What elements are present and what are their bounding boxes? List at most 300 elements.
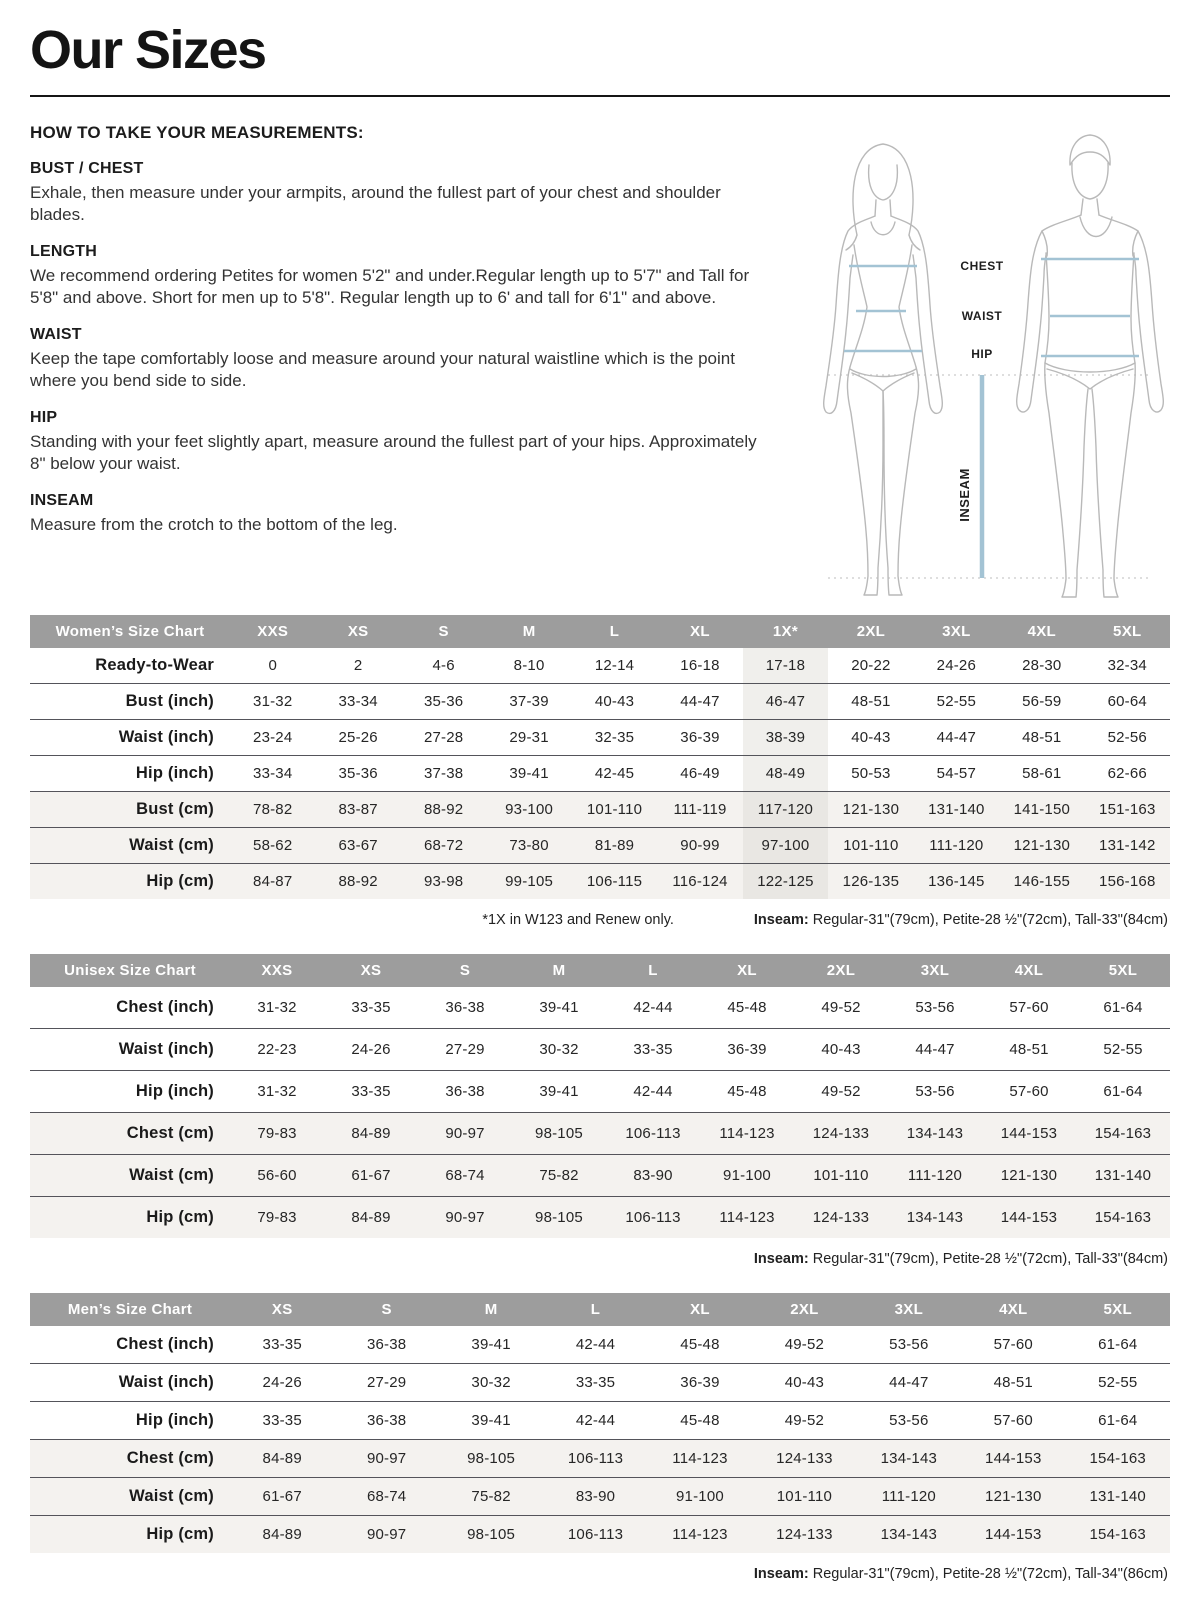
row-label: Waist (cm) (30, 827, 230, 863)
size-value-cell: 45-48 (648, 1401, 752, 1439)
size-value-cell: 42-45 (572, 755, 657, 791)
size-value-cell: 42-44 (575, 1335, 616, 1353)
table-row (30, 1363, 1170, 1401)
size-value-cell: 61-64 (1098, 1335, 1138, 1353)
size-value-cell: 124-133 (752, 1439, 856, 1477)
size-value-cell: 154-163 (1076, 1112, 1170, 1154)
size-value-cell: 28-30 (1022, 656, 1062, 674)
size-value-cell: 90-97 (418, 1196, 512, 1238)
woman-figure-outline (824, 144, 943, 595)
row-label: Chest (inch) (116, 1334, 214, 1353)
size-value-cell: 44-47 (914, 719, 999, 755)
section-length (30, 243, 775, 309)
size-value-cell: 46-49 (657, 755, 742, 791)
size-value-cell: 68-74 (334, 1477, 438, 1515)
size-column-header: XL (700, 954, 794, 987)
table-header-row (30, 1293, 1170, 1326)
size-value-cell: 73-80 (486, 827, 571, 863)
table-header-row (30, 954, 1170, 987)
size-value-cell: 78-82 (230, 791, 315, 827)
size-column-header: 5XL (1085, 615, 1170, 648)
size-value-cell: 57-60 (961, 1401, 1065, 1439)
size-value-cell: 36-38 (418, 1070, 512, 1112)
size-value-cell: 151-163 (1085, 791, 1170, 827)
size-value-cell: 44-47 (888, 1028, 982, 1070)
row-label: Waist (cm) (30, 1154, 230, 1196)
size-value-cell: 75-82 (439, 1477, 543, 1515)
size-column-header: 3XL (914, 615, 999, 648)
size-column-header: 4XL (999, 615, 1084, 648)
table-row (30, 1070, 1170, 1112)
size-value-cell: 106-113 (606, 1112, 700, 1154)
inseam-note (754, 912, 1168, 928)
size-value-cell: 131-140 (1066, 1477, 1171, 1515)
size-column-header: 3XL (888, 954, 982, 987)
row-label: Bust (inch) (30, 683, 230, 719)
size-value-cell: 40-43 (752, 1363, 856, 1401)
section-body: Keep the tape comfortably loose and measure around your natural waistline which is the point where you bend side to side. (30, 349, 735, 391)
size-value-cell: 116-124 (657, 863, 742, 899)
size-value-cell: 131-142 (1085, 827, 1170, 863)
table-header-row (30, 615, 1170, 648)
inseam-note-label: Inseam: (753, 1250, 809, 1267)
row-label: Hip (inch) (30, 1401, 230, 1439)
section-body: Standing with your feet slightly apart, measure around the fullest part of your hips. Approximately 8" below your waist. (30, 432, 757, 474)
size-column-header: S (401, 615, 486, 648)
table-row (30, 1439, 1170, 1477)
table-row (30, 648, 1170, 684)
size-value-cell: 154-163 (1076, 1196, 1170, 1238)
size-value-cell: 98-105 (512, 1196, 606, 1238)
size-value-cell: 84-89 (324, 1196, 418, 1238)
size-value-cell: 45-48 (727, 998, 767, 1016)
inseam-note-label: Inseam: (753, 1565, 809, 1582)
size-value-cell: 39-41 (486, 755, 571, 791)
size-value-cell: 31-32 (230, 683, 315, 719)
size-column-header: 4XL (982, 954, 1076, 987)
row-label: Hip (cm) (30, 1515, 230, 1553)
size-column-header: S (334, 1293, 438, 1326)
table-row (30, 1112, 1170, 1154)
size-value-cell: 83-87 (315, 791, 400, 827)
row-label: Waist (inch) (30, 719, 230, 755)
size-value-cell: 144-153 (961, 1439, 1065, 1477)
size-value-cell: 88-92 (401, 791, 486, 827)
size-value-cell: 68-74 (418, 1154, 512, 1196)
size-value-cell: 38-39 (743, 719, 828, 755)
size-value-cell: 83-90 (543, 1477, 647, 1515)
size-column-header: 5XL (1076, 954, 1170, 987)
size-value-cell: 44-47 (857, 1363, 961, 1401)
size-value-cell: 106-113 (543, 1439, 647, 1477)
size-value-cell: 22-23 (230, 1028, 324, 1070)
size-value-cell: 144-153 (982, 1112, 1076, 1154)
size-value-cell: 4-6 (432, 656, 455, 674)
chest-label: CHEST (960, 258, 1004, 273)
size-value-cell: 48-51 (999, 719, 1084, 755)
size-value-cell: 49-52 (752, 1401, 856, 1439)
section-title: HIP (30, 409, 58, 427)
size-value-cell: 40-43 (828, 719, 913, 755)
size-value-cell: 33-35 (606, 1028, 700, 1070)
section-title: BUST / CHEST (30, 159, 144, 177)
inseam-note (754, 1251, 1168, 1267)
size-value-cell: 30-32 (512, 1028, 606, 1070)
size-value-cell: 114-123 (648, 1515, 752, 1553)
size-column-header: XS (230, 1293, 334, 1326)
section-title: WAIST (30, 326, 82, 344)
size-value-cell: 121-130 (961, 1477, 1065, 1515)
size-value-cell: 37-38 (401, 755, 486, 791)
row-label: Ready-to-Wear (95, 655, 214, 674)
size-value-cell: 154-163 (1066, 1515, 1171, 1553)
size-value-cell: 36-38 (445, 998, 485, 1016)
inseam-note-text: Regular-31"(79cm), Petite-28 ½"(72cm), Tall-33"(84cm) (808, 911, 1168, 928)
row-label: Hip (cm) (30, 1196, 230, 1238)
size-value-cell: 111-119 (657, 791, 742, 827)
size-value-cell: 121-130 (982, 1154, 1076, 1196)
size-value-cell: 144-153 (982, 1196, 1076, 1238)
size-value-cell: 50-53 (828, 755, 913, 791)
size-column-header: S (418, 954, 512, 987)
size-column-header: XXS (230, 954, 324, 987)
size-value-cell: 36-39 (700, 1028, 794, 1070)
size-value-cell: 57-60 (1009, 998, 1049, 1016)
size-column-header: XS (315, 615, 400, 648)
size-value-cell: 42-44 (543, 1401, 647, 1439)
mens-table-notes (30, 1566, 1168, 1582)
size-value-cell: 62-66 (1085, 755, 1170, 791)
size-value-cell: 126-135 (828, 863, 913, 899)
size-value-cell: 56-59 (999, 683, 1084, 719)
section-hip (30, 409, 775, 475)
size-value-cell: 33-34 (315, 683, 400, 719)
size-column-header: L (572, 615, 657, 648)
size-value-cell: 114-123 (700, 1112, 794, 1154)
size-column-header: 3XL (857, 1293, 961, 1326)
inseam-note-text: Regular-31"(79cm), Petite-28 ½"(72cm), Tall-33"(84cm) (808, 1250, 1168, 1267)
size-value-cell: 20-22 (851, 656, 891, 674)
size-value-cell: 106-115 (572, 863, 657, 899)
size-value-cell: 27-29 (334, 1363, 438, 1401)
size-value-cell: 0 (268, 656, 277, 674)
size-value-cell: 35-36 (315, 755, 400, 791)
section-bust-chest (30, 160, 775, 226)
size-column-header: 1X* (743, 615, 828, 648)
size-value-cell: 93-100 (486, 791, 571, 827)
one-x-footnote: *1X in W123 and Renew only. (482, 911, 674, 928)
womens-table-notes (30, 912, 1168, 928)
size-value-cell: 98-105 (439, 1439, 543, 1477)
size-value-cell: 42-44 (633, 998, 673, 1016)
man-figure-outline (1017, 135, 1164, 597)
size-value-cell: 114-123 (700, 1196, 794, 1238)
row-label: Hip (inch) (30, 1070, 230, 1112)
row-label: Bust (cm) (30, 791, 230, 827)
size-value-cell: 101-110 (828, 827, 913, 863)
size-value-cell: 31-32 (257, 998, 297, 1016)
size-value-cell: 60-64 (1085, 683, 1170, 719)
body-measurement-illustration (778, 123, 1170, 601)
size-value-cell: 39-41 (512, 1070, 606, 1112)
waist-label: WAIST (961, 308, 1003, 323)
inseam-note-text: Regular-31"(79cm), Petite-28 ½"(72cm), Tall-34"(86cm) (808, 1565, 1168, 1582)
size-value-cell: 48-49 (743, 755, 828, 791)
row-label: Hip (inch) (30, 755, 230, 791)
size-value-cell: 90-97 (418, 1112, 512, 1154)
size-value-cell: 79-83 (230, 1112, 324, 1154)
size-value-cell: 40-43 (572, 683, 657, 719)
size-column-header: L (606, 954, 700, 987)
size-value-cell: 53-56 (857, 1401, 961, 1439)
womens-size-chart-table (30, 615, 1170, 899)
size-value-cell: 98-105 (439, 1515, 543, 1553)
inseam-label: INSEAM (957, 467, 972, 522)
size-value-cell: 16-18 (680, 656, 720, 674)
size-value-cell: 106-113 (606, 1196, 700, 1238)
size-value-cell: 27-29 (418, 1028, 512, 1070)
size-value-cell: 2 (353, 656, 363, 674)
size-value-cell: 146-155 (999, 863, 1084, 899)
size-value-cell: 61-64 (1076, 1070, 1170, 1112)
size-value-cell: 84-89 (230, 1515, 334, 1553)
size-value-cell: 83-90 (606, 1154, 700, 1196)
size-value-cell: 52-55 (914, 683, 999, 719)
size-value-cell: 131-140 (914, 791, 999, 827)
size-value-cell: 134-143 (857, 1515, 961, 1553)
section-inseam (30, 492, 775, 536)
size-value-cell: 84-89 (230, 1439, 334, 1477)
size-value-cell: 61-67 (230, 1477, 334, 1515)
size-value-cell: 46-47 (743, 683, 828, 719)
size-value-cell: 101-110 (794, 1154, 888, 1196)
page-title: Our Sizes (30, 20, 266, 80)
mens-size-chart-table (30, 1293, 1170, 1553)
size-column-header: 2XL (752, 1293, 856, 1326)
table-row (30, 719, 1170, 755)
measurement-diagram (775, 123, 1170, 601)
size-value-cell: 33-35 (262, 1335, 302, 1353)
size-value-cell: 52-55 (1076, 1028, 1170, 1070)
size-value-cell: 131-140 (1076, 1154, 1170, 1196)
size-value-cell: 124-133 (794, 1196, 888, 1238)
size-value-cell: 90-99 (657, 827, 742, 863)
size-value-cell: 24-26 (936, 656, 977, 674)
title-divider (30, 95, 1170, 97)
how-to-heading: HOW TO TAKE YOUR MEASUREMENTS: (30, 122, 364, 142)
size-value-cell: 91-100 (648, 1477, 752, 1515)
size-value-cell: 32-34 (1107, 656, 1147, 674)
size-column-header: 4XL (961, 1293, 1065, 1326)
size-value-cell: 53-56 (889, 1335, 929, 1353)
size-value-cell: 12-14 (594, 656, 635, 674)
size-value-cell: 154-163 (1066, 1439, 1171, 1477)
size-value-cell: 29-31 (486, 719, 571, 755)
table-row (30, 1154, 1170, 1196)
size-value-cell: 52-56 (1085, 719, 1170, 755)
size-value-cell: 37-39 (486, 683, 571, 719)
table-row (30, 827, 1170, 863)
table-title: Unisex Size Chart (30, 954, 230, 987)
size-value-cell: 36-39 (648, 1363, 752, 1401)
size-value-cell: 45-48 (680, 1335, 720, 1353)
size-value-cell: 54-57 (914, 755, 999, 791)
size-value-cell: 42-44 (606, 1070, 700, 1112)
size-value-cell: 57-60 (982, 1070, 1076, 1112)
table-row (30, 791, 1170, 827)
size-value-cell: 111-120 (857, 1477, 961, 1515)
size-value-cell: 24-26 (230, 1363, 334, 1401)
size-value-cell: 79-83 (230, 1196, 324, 1238)
size-value-cell: 33-35 (543, 1363, 647, 1401)
inseam-note (754, 1566, 1168, 1582)
table-row (30, 1326, 1170, 1364)
size-value-cell: 40-43 (794, 1028, 888, 1070)
size-value-cell: 33-35 (351, 998, 391, 1016)
size-value-cell: 48-51 (828, 683, 913, 719)
size-value-cell: 106-113 (543, 1515, 647, 1553)
size-value-cell: 121-130 (999, 827, 1084, 863)
size-value-cell: 114-123 (648, 1439, 752, 1477)
size-value-cell: 24-26 (324, 1028, 418, 1070)
size-value-cell: 156-168 (1085, 863, 1170, 899)
size-value-cell: 144-153 (961, 1515, 1065, 1553)
size-column-header: M (486, 615, 571, 648)
table-row (30, 1196, 1170, 1238)
size-value-cell: 49-52 (784, 1335, 825, 1353)
row-label: Chest (cm) (30, 1112, 230, 1154)
size-column-header: 2XL (794, 954, 888, 987)
size-value-cell: 93-98 (401, 863, 486, 899)
table-row (30, 987, 1170, 1029)
size-column-header: 5XL (1066, 1293, 1171, 1326)
table-row (30, 683, 1170, 719)
size-value-cell: 39-41 (471, 1335, 511, 1353)
size-value-cell: 90-97 (334, 1439, 438, 1477)
size-value-cell: 49-52 (821, 998, 861, 1016)
table-title: Women’s Size Chart (30, 615, 230, 648)
inseam-note-label: Inseam: (753, 911, 809, 928)
table-row (30, 1515, 1170, 1553)
size-value-cell: 111-120 (914, 827, 999, 863)
size-column-header: M (439, 1293, 543, 1326)
size-value-cell: 33-35 (324, 1070, 418, 1112)
size-value-cell: 36-38 (334, 1401, 438, 1439)
size-value-cell: 117-120 (743, 791, 828, 827)
size-value-cell: 58-62 (230, 827, 315, 863)
size-column-header: XL (648, 1293, 752, 1326)
unisex-size-chart-table (30, 954, 1170, 1238)
size-value-cell: 58-61 (999, 755, 1084, 791)
size-value-cell: 101-110 (752, 1477, 856, 1515)
hip-label: HIP (971, 346, 993, 361)
table-title: Men’s Size Chart (30, 1293, 230, 1326)
row-label: Waist (inch) (30, 1363, 230, 1401)
size-value-cell: 61-64 (1066, 1401, 1171, 1439)
table-row (30, 1477, 1170, 1515)
size-column-header: XL (657, 615, 742, 648)
size-value-cell: 48-51 (961, 1363, 1065, 1401)
size-value-cell: 97-100 (743, 827, 828, 863)
size-value-cell: 33-34 (230, 755, 315, 791)
size-value-cell: 25-26 (315, 719, 400, 755)
size-value-cell: 31-32 (230, 1070, 324, 1112)
size-value-cell: 121-130 (828, 791, 913, 827)
section-waist (30, 326, 775, 392)
row-label: Hip (cm) (30, 863, 230, 899)
size-value-cell: 23-24 (230, 719, 315, 755)
size-column-header: L (543, 1293, 647, 1326)
section-body: Measure from the crotch to the bottom of the leg. (30, 515, 398, 535)
size-value-cell: 75-82 (512, 1154, 606, 1196)
size-value-cell: 90-97 (334, 1515, 438, 1553)
size-value-cell: 49-52 (794, 1070, 888, 1112)
section-title: INSEAM (30, 492, 94, 510)
size-value-cell: 88-92 (315, 863, 400, 899)
row-label: Chest (inch) (116, 997, 214, 1016)
size-value-cell: 84-89 (324, 1112, 418, 1154)
unisex-table-notes (30, 1251, 1168, 1267)
size-value-cell: 36-38 (366, 1335, 407, 1353)
size-value-cell: 134-143 (857, 1439, 961, 1477)
size-column-header: XXS (230, 615, 315, 648)
size-value-cell: 98-105 (512, 1112, 606, 1154)
table-row (30, 863, 1170, 899)
size-value-cell: 134-143 (888, 1112, 982, 1154)
size-value-cell: 56-60 (230, 1154, 324, 1196)
size-value-cell: 8-10 (513, 656, 545, 674)
size-value-cell: 53-56 (915, 998, 955, 1016)
size-value-cell: 99-105 (486, 863, 571, 899)
section-body: We recommend ordering Petites for women 5'2" and under.Regular length up to 5'7" and Tall for 5'8" and above. Short for men up to 5'8". Regular length up to 6' and tall for 6'1" and above. (30, 265, 750, 307)
size-value-cell: 134-143 (888, 1196, 982, 1238)
table-row (30, 1028, 1170, 1070)
table-row (30, 755, 1170, 791)
row-label: Waist (cm) (30, 1477, 230, 1515)
measurement-guide-section (30, 123, 1170, 601)
size-value-cell: 101-110 (572, 791, 657, 827)
size-value-cell: 61-67 (324, 1154, 418, 1196)
size-value-cell: 111-120 (888, 1154, 982, 1196)
size-value-cell: 17-18 (743, 648, 828, 684)
size-column-header: XS (324, 954, 418, 987)
table-row (30, 1401, 1170, 1439)
size-value-cell: 91-100 (700, 1154, 794, 1196)
size-value-cell: 30-32 (439, 1363, 543, 1401)
size-value-cell: 81-89 (572, 827, 657, 863)
size-value-cell: 27-28 (401, 719, 486, 755)
size-value-cell: 57-60 (993, 1335, 1033, 1353)
size-value-cell: 45-48 (700, 1070, 794, 1112)
measurement-instructions (30, 123, 775, 537)
size-value-cell: 141-150 (999, 791, 1084, 827)
size-value-cell: 124-133 (794, 1112, 888, 1154)
size-value-cell: 84-87 (230, 863, 315, 899)
size-value-cell: 32-35 (572, 719, 657, 755)
size-value-cell: 61-64 (1103, 998, 1143, 1016)
size-value-cell: 35-36 (401, 683, 486, 719)
size-value-cell: 124-133 (752, 1515, 856, 1553)
size-value-cell: 53-56 (888, 1070, 982, 1112)
size-value-cell: 36-39 (657, 719, 742, 755)
size-value-cell: 39-41 (539, 998, 579, 1016)
size-value-cell: 33-35 (230, 1401, 334, 1439)
size-value-cell: 52-55 (1066, 1363, 1171, 1401)
row-label: Chest (cm) (30, 1439, 230, 1477)
section-title: LENGTH (30, 242, 97, 260)
size-value-cell: 68-72 (401, 827, 486, 863)
size-value-cell: 44-47 (657, 683, 742, 719)
